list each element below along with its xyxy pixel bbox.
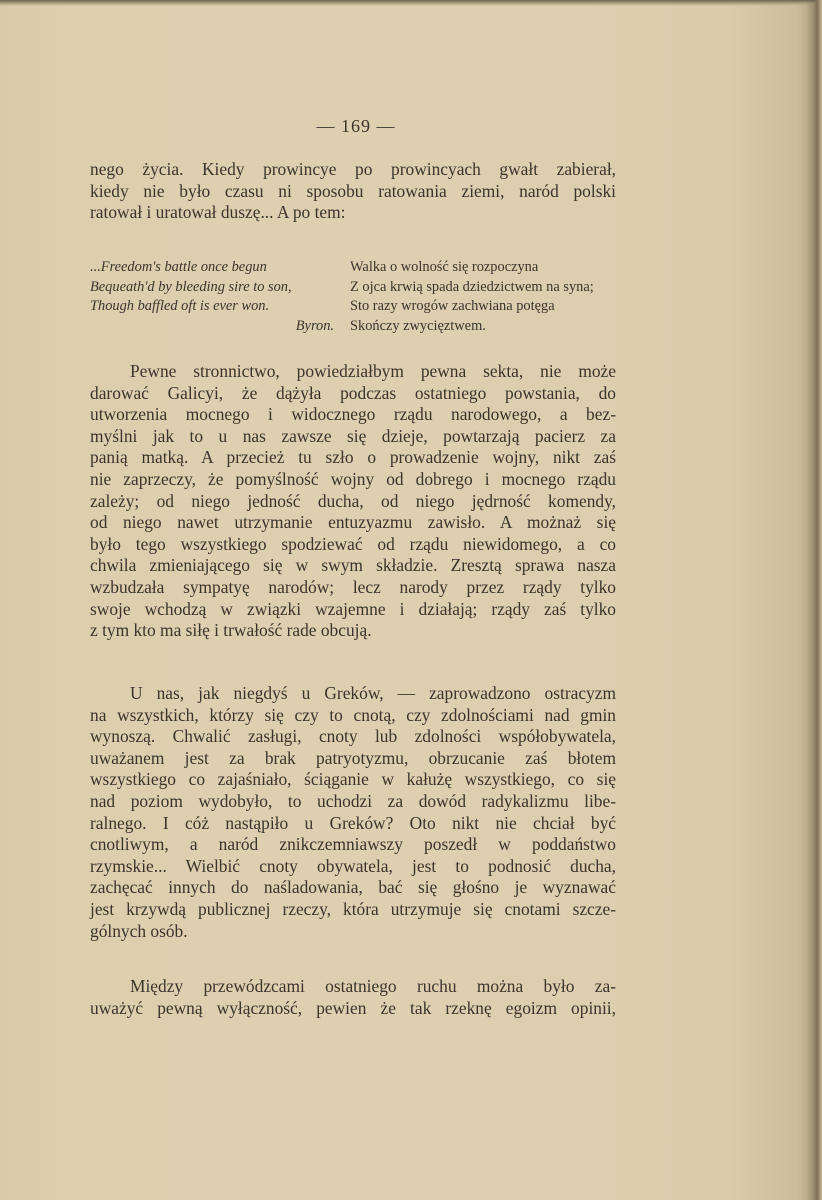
text-line: cnotliwym, a naród znikczemniawszy poszedł w poddaństwo bbox=[90, 834, 616, 855]
paragraph-1 bbox=[90, 159, 616, 224]
paragraph-3 bbox=[90, 683, 616, 942]
text-line: ratował i uratował duszę... A po tem: bbox=[90, 202, 346, 223]
paragraph-4 bbox=[90, 976, 616, 1019]
text-line: nego życia. Kiedy prowincye po prowincyach gwałt zabierał, bbox=[90, 159, 616, 179]
text-line: z tym kto ma siłę i trwałość rade obcują. bbox=[90, 620, 372, 641]
page-number: — 169 — bbox=[316, 116, 396, 136]
text-line: wszystkiego co zajaśniało, ściąganie w kałużę wszystkiego, co się bbox=[90, 769, 616, 790]
text-line: zależy; od niego jedność ducha, od niego jędrność komendy, bbox=[90, 490, 616, 511]
page-binding-edge bbox=[806, 0, 822, 1200]
text-line: od niego nawet utrzymanie entuzyazmu zawisło. A możnaż się bbox=[90, 512, 616, 533]
page-top-edge bbox=[0, 0, 822, 6]
text-line: U nas, jak niegdyś u Greków, — zaprowadzono ostracyzm bbox=[130, 683, 616, 703]
poem-line: Sto razy wrogów zachwiana potęga bbox=[350, 298, 555, 315]
text-line: wynoszą. Chwalić zasługi, cnoty lub zdolności współobywatela, bbox=[90, 726, 616, 747]
poem-line: Skończy zwycięztwem. bbox=[350, 317, 486, 334]
poem-line: ...Freedom's battle once begun bbox=[90, 259, 267, 275]
poem-polish bbox=[350, 258, 618, 336]
text-line: gólnych osób. bbox=[90, 920, 188, 941]
poem-line: Bequeath'd by bleeding sire to son, bbox=[90, 278, 292, 295]
poem-line: Z ojca krwią spada dziedzictwem na syna; bbox=[350, 278, 594, 295]
text-line: uważyć pewną wyłączność, pewien że tak rzeknę egoizm opinii, bbox=[90, 997, 616, 1018]
poem-line: Though baffled oft is ever won. bbox=[90, 298, 270, 315]
text-line: jest krzywdą publicznej rzeczy, która utrzymuje się cnotami szcze- bbox=[90, 898, 616, 919]
text-line: uważanem jest za brak patryotyzmu, obrzucanie zaś błotem bbox=[90, 747, 616, 768]
text-line: Pewne stronnictwo, powiedziałbym pewna sekta, nie może bbox=[130, 361, 616, 381]
text-line: utworzenia mocnego i widocznego rządu narodowego, a bez- bbox=[90, 404, 616, 425]
text-line: ralnego. I cóż nastąpiło u Greków? Oto nikt nie chciał być bbox=[90, 812, 616, 833]
poem-line: Walka o wolność się rozpoczyna bbox=[350, 259, 539, 275]
text-line: kiedy nie było czasu ni sposobu ratowania ziemi, naród polski bbox=[90, 180, 616, 201]
text-line: Między przewódzcami ostatniego ruchu można było za- bbox=[130, 976, 616, 996]
text-line: myślni jak to u nas zawsze się dzieje, powtarzają pacierz za bbox=[90, 425, 616, 446]
text-line: chwila zmieniającego się w swym składzie. Zresztą sprawa nasza bbox=[90, 555, 616, 576]
text-line: panią matką. A przecież tu szło o prowadzenie wojny, nikt zaś bbox=[90, 447, 616, 468]
paragraph-2 bbox=[90, 361, 616, 642]
text-line: wzbudzała sympatyę narodów; lecz narody przez rządy tylko bbox=[90, 576, 616, 597]
text-line: było tego wszystkiego spodziewać od rządu niewidomego, a co bbox=[90, 533, 616, 554]
text-line: nad poziom wydobyło, to uchodzi za dowód radykalizmu libe- bbox=[90, 790, 616, 811]
poem-english bbox=[90, 258, 334, 336]
text-line: na wszystkich, którzy się czy to cnotą, czy zdolnościami nad gmin bbox=[90, 704, 616, 725]
poem-attribution: Byron. bbox=[295, 317, 334, 334]
text-line: zachęcać innych do naśladowania, bać się głośno je wyznawać bbox=[90, 877, 616, 898]
text-line: swoje wchodzą w związki wzajemne i działają; rządy zaś tylko bbox=[90, 598, 616, 619]
text-line: rzymskie... Wielbić cnoty obywatela, jest to podnosić ducha, bbox=[90, 855, 616, 876]
text-line: nie zaprzeczy, że pomyślność wojny od dobrego i mocnego rządu bbox=[90, 468, 616, 489]
text-line: darować Galicyi, że dążyła podczas ostatniego powstania, do bbox=[90, 382, 616, 403]
